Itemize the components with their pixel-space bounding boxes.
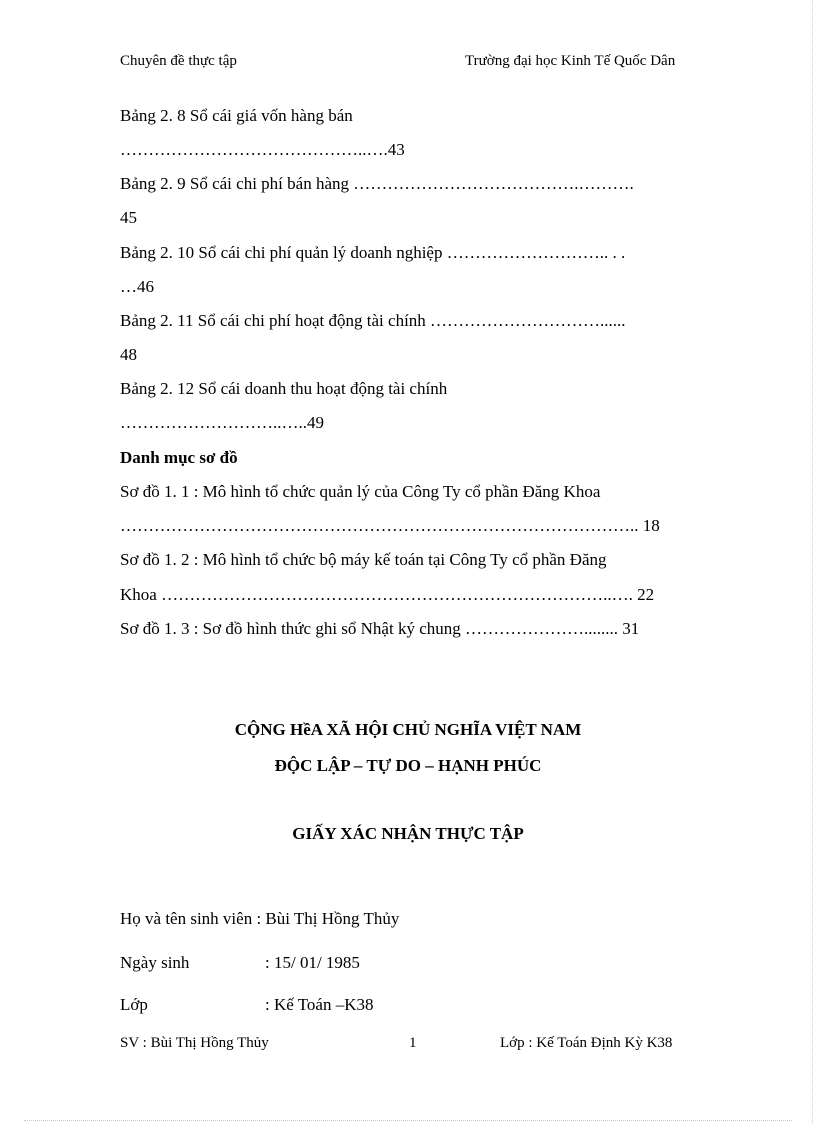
dob-value: : 15/ 01/ 1985 <box>265 953 360 972</box>
page-right-divider <box>812 0 813 1123</box>
toc-diagram-1-3-title: Sơ đồ 1. 3 : Sơ đồ hình thức ghi sổ Nhật ký chung …………………........ 31 <box>120 619 640 638</box>
toc-table-2-11-title: Bảng 2. 11 Sổ cái chi phí hoạt động tài chính …………………………...... <box>120 311 626 330</box>
toc-diagram-1-2-leader: Khoa ……………………………………………………………………..…. 22 <box>120 585 655 604</box>
toc-diagram-1-1-leader: ……………………………………………………………………………….. 18 <box>120 516 660 535</box>
toc-diagram-1-2-title: Sơ đồ 1. 2 : Mô hình tổ chức bộ máy kế toán tại Công Ty cổ phần Đăng <box>120 550 607 569</box>
toc-table-2-9-leader: 45 <box>120 208 137 227</box>
page-bottom-divider <box>24 1120 792 1121</box>
diagrams-heading: Danh mục sơ đồ <box>120 448 238 467</box>
motto-line-1: CỘNG HềA XÃ HỘI CHỦ NGHĨA VIỆT NAM <box>234 720 582 739</box>
toc-table-2-8-title: Bảng 2. 8 Sổ cái giá vốn hàng bán <box>120 106 353 125</box>
toc-table-2-8-leader: ……………………………………..….43 <box>120 140 405 159</box>
student-name: Họ và tên sinh viên : Bùi Thị Hồng Thủy <box>120 909 400 928</box>
motto-line-2: ĐỘC LẬP – TỰ DO – HẠNH PHÚC <box>274 756 542 775</box>
dob-label: Ngày sinh <box>120 953 190 972</box>
toc-table-2-11-leader: 48 <box>120 345 137 364</box>
document-title: GIẤY XÁC NHẬN THỰC TẬP <box>292 824 524 843</box>
footer-page-number: 1 <box>409 1035 417 1051</box>
footer-student: SV : Bùi Thị Hồng Thủy <box>120 1035 269 1051</box>
class-value: : Kế Toán –K38 <box>265 995 374 1014</box>
toc-table-2-12-title: Bảng 2. 12 Sổ cái doanh thu hoạt động tài chính <box>120 379 448 398</box>
toc-table-2-10-title: Bảng 2. 10 Sổ cái chi phí quản lý doanh nghiệp ……………………….. . . <box>120 243 626 262</box>
class-label: Lớp <box>120 995 148 1014</box>
header-right: Trường đại học Kinh Tế Quốc Dân <box>465 53 676 69</box>
toc-table-2-9-title: Bảng 2. 9 Sổ cái chi phí bán hàng ………………………………….………. <box>120 174 634 193</box>
toc-diagram-1-1-title: Sơ đồ 1. 1 : Mô hình tổ chức quản lý của Công Ty cổ phần Đăng Khoa <box>120 482 601 501</box>
header-left: Chuyên đề thực tập <box>120 53 237 69</box>
toc-table-2-12-leader: ………………………..…..49 <box>120 413 324 432</box>
footer-class: Lớp : Kế Toán Định Kỳ K38 <box>500 1035 673 1051</box>
toc-table-2-10-leader: …46 <box>120 277 154 296</box>
